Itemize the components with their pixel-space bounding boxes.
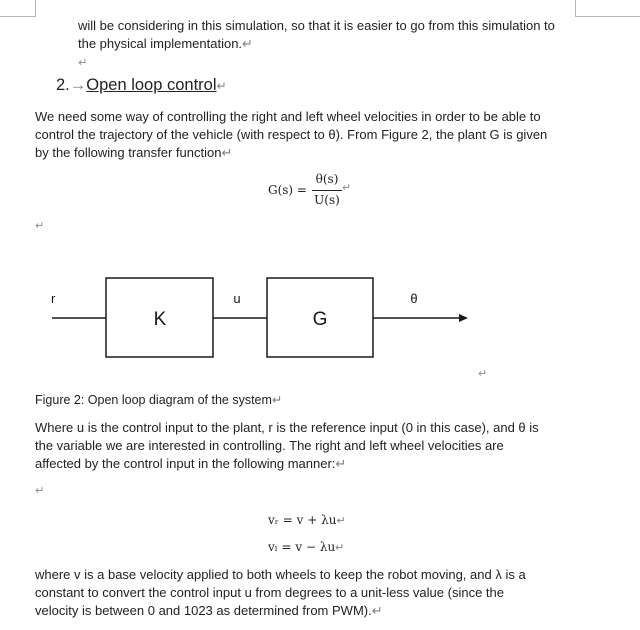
paragraph-return-mark: ↵ [335, 542, 345, 554]
para1-line-1: We need some way of controlling the right and left wheel velocities in order to be able to [35, 109, 541, 124]
input-label: r [51, 291, 56, 306]
equation-right-velocity: vᵣ = v + λu↵ [268, 513, 346, 527]
paragraph-return-mark: ↵ [216, 79, 227, 93]
tab-arrow-mark: → [69, 76, 87, 94]
plant-label: G [312, 309, 328, 330]
para1-line-2: control the trajectory of the vehicle (with respect to θ). From Figure 2, the plant G is given [35, 127, 548, 142]
para3-line-1: where v is a base velocity applied to both wheels to keep the robot moving, and λ is a [35, 567, 526, 582]
equation-return-mark: ↵ [342, 182, 352, 194]
intro-line-2: the physical implementation.↵ [78, 36, 253, 51]
transfer-function-lhs: G(s) = [268, 183, 307, 197]
controller-label: K [153, 309, 167, 330]
para2-line-1: Where u is the control input to the plant, r is the reference input (0 in this case), and θ is [35, 420, 539, 435]
output-arrowhead [459, 314, 468, 322]
paragraph-return-mark: ↵ [335, 456, 347, 471]
diagram-return-mark: ↵ [478, 368, 488, 380]
transfer-function-numerator: θ(s) [315, 172, 339, 186]
signal-u-label: u [233, 291, 241, 306]
intro-line-1: will be considering in this simulation, so that it is easier to go from this simulation to [78, 18, 555, 33]
paragraph-return-mark: ↵ [221, 145, 233, 160]
paragraph-return-mark: ↵ [371, 603, 383, 618]
para2-line-3: affected by the control input in the following manner:↵ [35, 456, 347, 471]
empty-paragraph-mark: ↵ [35, 220, 45, 232]
para2-line-2: the variable we are interested in controlling. The right and left wheel velocities are [35, 438, 504, 453]
paragraph-return-mark: ↵ [336, 515, 346, 527]
para3-line-3: velocity is between 0 and 1023 as determined from PWM).↵ [35, 603, 383, 618]
section-title: Open loop control [86, 76, 217, 94]
paragraph-return-mark: ↵ [271, 393, 283, 407]
section-number: 2. [56, 76, 70, 94]
empty-paragraph-mark: ↵ [35, 485, 45, 497]
para1-line-3: by the following transfer function↵ [35, 145, 233, 160]
figure-caption: Figure 2: Open loop diagram of the system↵ [35, 393, 283, 407]
paragraph-return-mark: ↵ [242, 36, 253, 51]
equation-left-velocity: vₗ = v − λu↵ [268, 540, 345, 554]
para3-line-2: constant to convert the control input u from degrees to a unit-less value (since the [35, 585, 504, 600]
transfer-function-denominator: U(s) [314, 193, 340, 207]
output-theta-label: θ [410, 291, 418, 306]
empty-paragraph-mark: ↵ [78, 57, 88, 69]
